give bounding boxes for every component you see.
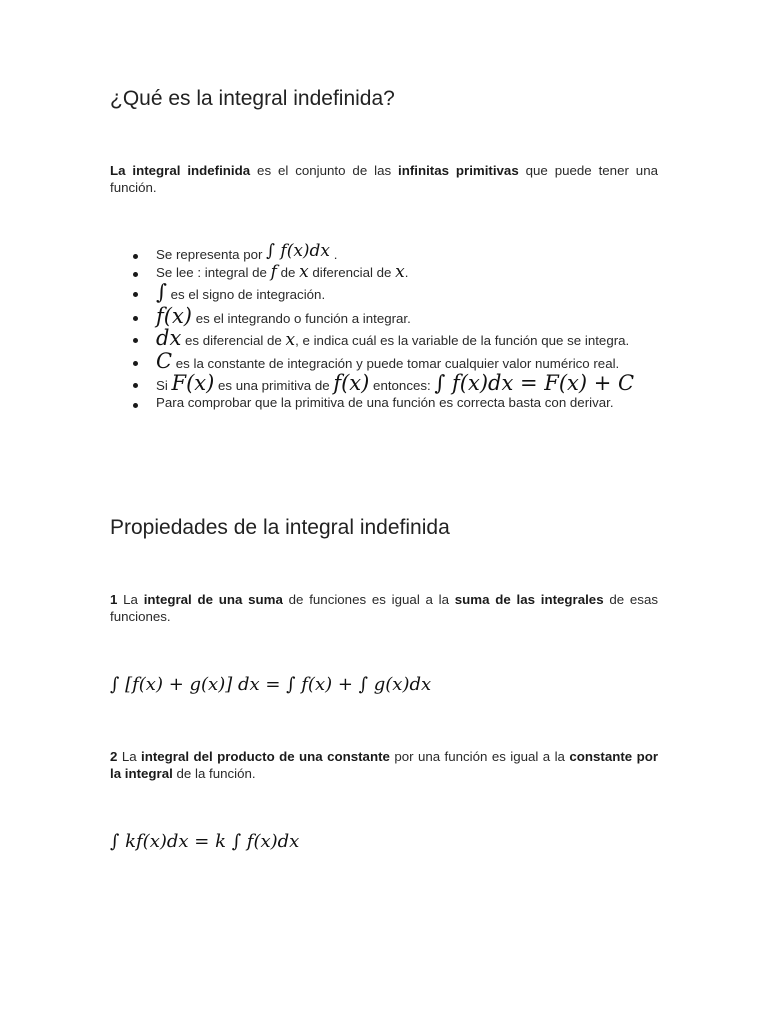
bullet-text: . bbox=[404, 264, 409, 280]
math-expression: x bbox=[285, 330, 296, 350]
list-item bbox=[156, 303, 658, 328]
property-bold: integral del producto de una constante bbox=[141, 749, 390, 764]
bullet-text: es una primitiva de bbox=[214, 378, 334, 393]
bullet-text: diferencial de bbox=[308, 264, 396, 280]
math-expression: x bbox=[299, 261, 309, 282]
bullet-text: , e indica cuál es la variable de la función que se integra. bbox=[295, 333, 630, 348]
intro-bold-2: infinitas primitivas bbox=[398, 163, 519, 178]
math-expression: dx bbox=[156, 326, 182, 350]
property-1-formula: ∫ [f(x) + g(x)] dx = ∫ f(x) + ∫ g(x)dx bbox=[110, 674, 432, 695]
math-expression: f(x) bbox=[333, 371, 370, 395]
bullet-text: es la constante de integración y puede tomar cualquier valor numérico real. bbox=[172, 355, 620, 371]
bullet-text: Para comprobar que la primitiva de una función es correcta basta con derivar. bbox=[156, 394, 614, 410]
property-number: 2 bbox=[110, 749, 118, 764]
list-item bbox=[156, 326, 658, 350]
property-text: de la función. bbox=[172, 766, 256, 781]
math-expression: F(x) bbox=[171, 371, 215, 395]
bullet-text: Se lee : integral de bbox=[156, 264, 271, 280]
bullet-text: es el signo de integración. bbox=[166, 287, 326, 302]
math-expression: ∫ f(x)dx = F(x) + C bbox=[434, 371, 635, 395]
property-bold: integral de una suma bbox=[143, 592, 283, 607]
property-2-paragraph bbox=[110, 748, 658, 782]
property-bold: constante por la integral bbox=[110, 749, 659, 781]
bullet-text: entonces: bbox=[369, 378, 435, 393]
bullet-text: . bbox=[330, 247, 338, 262]
math-expression: f bbox=[270, 261, 277, 282]
list-item bbox=[156, 280, 658, 304]
section-title-propiedades: Propiedades de la integral indefinida bbox=[110, 516, 450, 539]
property-text: por una función es igual a la bbox=[389, 749, 570, 764]
math-expression: f(x) bbox=[156, 303, 193, 328]
bullet-text: Se representa por bbox=[156, 247, 267, 262]
intro-text-2: que puede tener una función. bbox=[110, 163, 658, 195]
list-item bbox=[156, 371, 658, 395]
bullet-text: Si bbox=[156, 378, 172, 393]
intro-text-1: es el conjunto de las bbox=[250, 163, 399, 178]
intro-bold-1: La integral indefinida bbox=[110, 163, 251, 178]
property-1-paragraph bbox=[110, 591, 658, 625]
property-text: La bbox=[117, 749, 142, 764]
math-expression: x bbox=[395, 261, 405, 282]
property-text: La bbox=[117, 592, 144, 607]
property-bold: suma de las integrales bbox=[454, 592, 604, 607]
property-number: 1 bbox=[110, 592, 118, 607]
bullet-text: es el integrando o función a integrar. bbox=[192, 310, 411, 326]
list-item bbox=[156, 241, 658, 264]
property-text: de funciones es igual a la bbox=[282, 592, 455, 607]
math-expression: C bbox=[156, 348, 173, 373]
section-title-integral-indefinida: ¿Qué es la integral indefinida? bbox=[110, 87, 395, 110]
definition-list bbox=[110, 241, 658, 411]
intro-paragraph bbox=[110, 162, 658, 196]
list-item bbox=[156, 395, 658, 412]
bullet-text: es diferencial de bbox=[181, 333, 286, 348]
list-item bbox=[156, 261, 658, 282]
property-text: de esas funciones. bbox=[110, 592, 658, 624]
list-item bbox=[156, 348, 658, 373]
math-expression: ∫ f(x)dx bbox=[266, 241, 331, 261]
bullet-text: de bbox=[276, 264, 300, 280]
integral-sign: ∫ bbox=[156, 280, 167, 304]
property-2-formula: ∫ kf(x)dx = k ∫ f(x)dx bbox=[110, 831, 300, 852]
